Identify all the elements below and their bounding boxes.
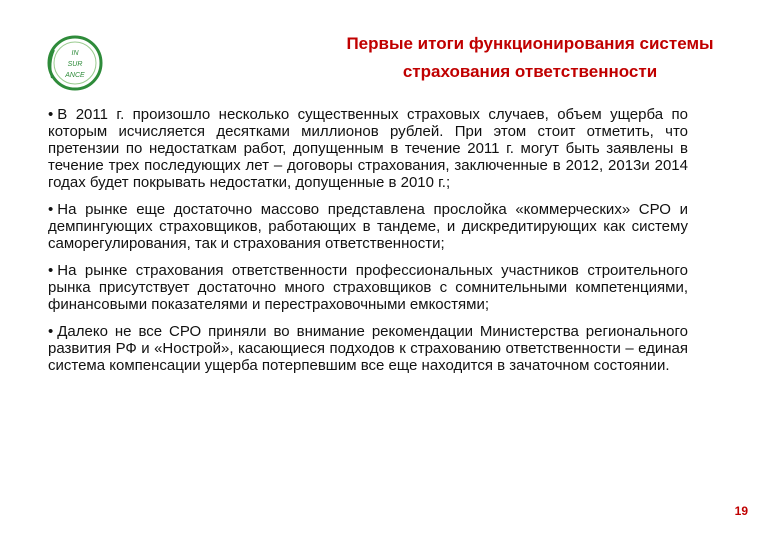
logo-line-2: SUR: [67, 61, 83, 68]
slide-title-line-2: страхования ответственности: [402, 62, 658, 81]
logo-line-1: IN: [71, 50, 79, 57]
bullet-item: [48, 201, 688, 252]
company-logo: [40, 28, 110, 98]
insurance-logo-icon: [40, 28, 110, 98]
bullet-marker: •: [48, 323, 54, 340]
bullet-text: Далеко не все СРО приняли во внимание рекомендации Министерства регионального развития РФ и «Нострой», касающиеся подходов к страхованию ответственности – единая система компенсации ущерба потерпевшим все еще находится в зачаточном состоянии.: [48, 323, 688, 374]
bullet-marker: •: [48, 201, 54, 218]
logo-line-3: ANCE: [65, 72, 85, 79]
bullet-marker: •: [48, 106, 54, 123]
bullet-list: [48, 106, 688, 384]
bullet-marker: •: [48, 262, 54, 279]
bullet-text: На рынке еще достаточно массово представлена прослойка «коммерческих» СРО и демпингующих страховщиков, работающих в тандеме, и дискредитирующих как систему саморегулирования, так и страхования ответственности;: [48, 201, 688, 252]
slide-title-line-1: Первые итоги функционирования системы: [346, 34, 714, 53]
bullet-item: [48, 106, 688, 191]
bullet-text: На рынке страхования ответственности профессиональных участников строительного рынка присутствует достаточно много страховщиков с сомнительными компетенциями, финансовыми показателями и перестраховочными емкостями;: [48, 262, 688, 313]
bullet-item: [48, 262, 688, 313]
bullet-text: В 2011 г. произошло несколько существенных страховых случаев, объем ущерба по которым исчисляется десятками миллионов рублей. При этом стоит отметить, что претензии по недостаткам работ, допущенным в течение 2011 г. могут быть заявлены в течение трех последующих лет – договоры страхования, заключенные в 2012, 2013и 2014 годах будет покрывать недостатки, допущенные в 2010 г.;: [48, 106, 688, 191]
bullet-item: [48, 323, 688, 374]
page-number: 19: [734, 504, 748, 518]
slide-title: [290, 30, 770, 86]
